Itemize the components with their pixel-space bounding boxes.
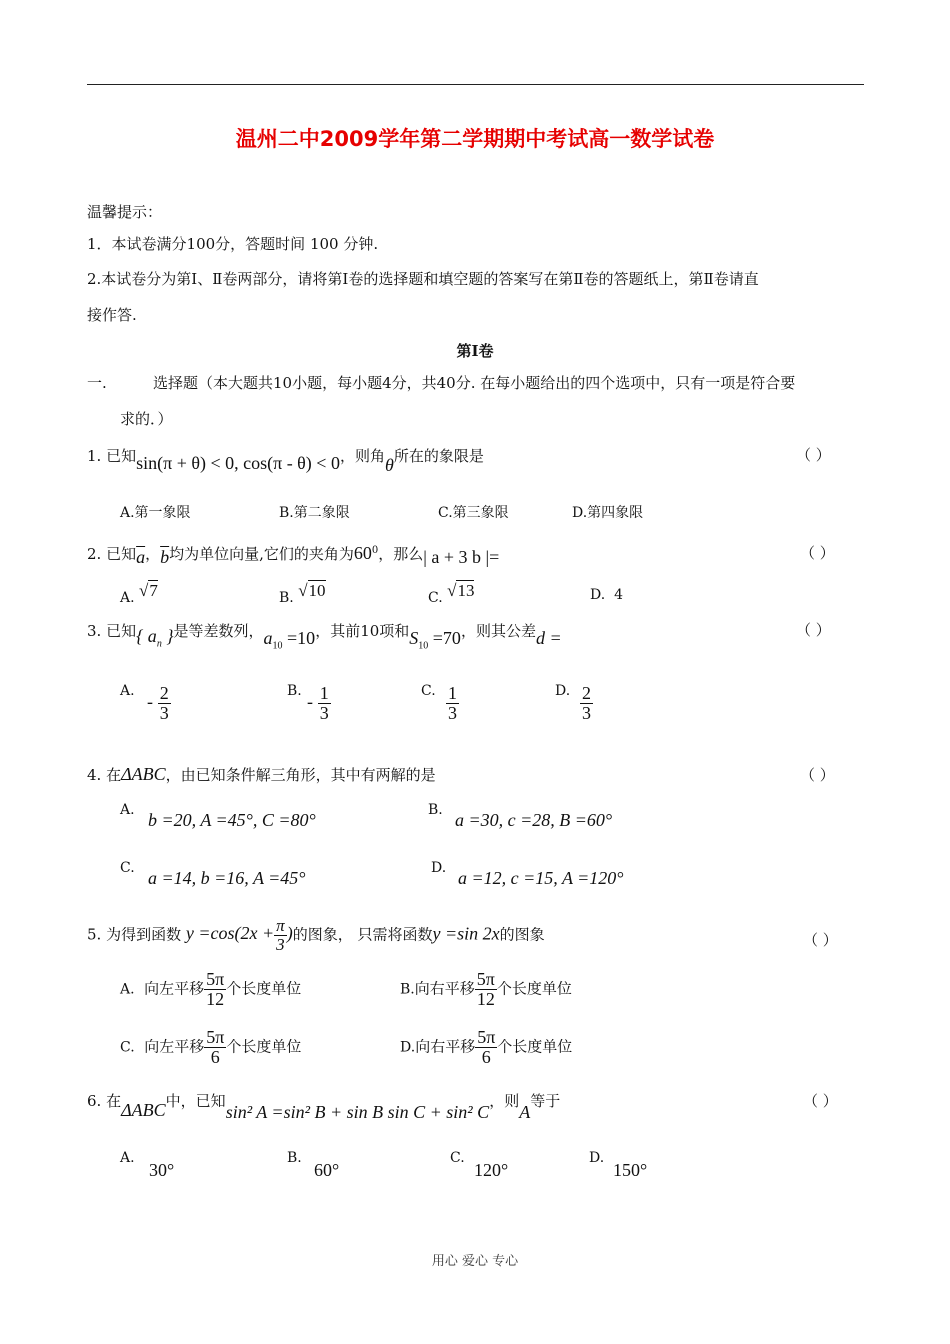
question-6: [87, 1090, 561, 1122]
question-text: 的图象， 只需将函数: [292, 925, 433, 944]
option-b: B.: [428, 802, 443, 818]
tips-line-2: 2.本试卷分为第Ⅰ、Ⅱ卷两部分，请将第Ⅰ卷的选择题和填空题的答案写在第Ⅱ卷的答题纸上，第Ⅱ卷请直: [87, 270, 759, 288]
option-c: C. 向左平移 $\frac{5\pi}{6}$ 个长度单位: [120, 1027, 302, 1067]
question-text: 已知: [106, 622, 137, 640]
option-c-value: a =14, b =16, A =45°: [148, 868, 306, 888]
option-d: D.第四象限: [572, 505, 644, 521]
section-heading: 第Ⅰ卷: [456, 342, 494, 360]
answer-blank: （ ）: [800, 544, 835, 562]
question-formula: d =: [535, 628, 562, 648]
option-c-value: 120°: [474, 1160, 509, 1180]
question-text: ，则角: [339, 447, 385, 465]
option-a: A.第一象限: [120, 505, 191, 521]
option-d: D.向右平移 $\frac{5\pi}{6}$ 个长度单位: [400, 1027, 573, 1067]
tips-line-2-cont: 接作答.: [87, 306, 137, 324]
option-b: B.: [287, 1150, 302, 1166]
option-a: A.: [120, 1150, 135, 1166]
question-text: ，其前10项和: [315, 622, 410, 640]
option-c: C. √13: [428, 581, 475, 606]
question-formula: sin(π + θ) < 0, cos(π - θ) < 0: [136, 453, 340, 473]
part-instructions: 选择题（本大题共10小题，每小题4分，共40分. 在每小题给出的四个选项中，只有一项是符合要: [153, 374, 796, 392]
sequence: { $a_n$ }: [136, 626, 174, 650]
question-text: 中，已知: [165, 1092, 226, 1110]
option-b-value: - $\frac{1}{3}$: [307, 683, 329, 723]
question-number: 4.: [87, 766, 102, 784]
page-footer: 用心 爱心 专心: [431, 1254, 519, 1269]
option-d-value: $\frac{2}{3}$: [582, 683, 591, 723]
question-text: 是等差数列，: [173, 622, 264, 640]
question-text: ，则其公差: [460, 622, 536, 640]
answer-blank: （ ）: [803, 931, 838, 949]
function-2: y =sin 2x: [432, 923, 500, 944]
question-2: [87, 543, 500, 567]
answer-blank: （ ）: [796, 446, 831, 464]
tips-heading: 温馨提示：: [87, 203, 163, 221]
option-d-value: a =12, c =15, A =120°: [458, 868, 624, 888]
question-number: 3.: [87, 622, 102, 640]
vector-b: $\overline{b}$: [160, 547, 170, 567]
option-b: B.: [287, 683, 302, 699]
option-c-value: $\frac{1}{3}$: [448, 683, 457, 723]
question-formula: sin² A =sin² B + sin B sin C + sin² C: [225, 1102, 490, 1122]
option-a-value: - $\frac{2}{3}$: [147, 683, 169, 723]
question-5: [87, 917, 545, 954]
question-text: ，: [145, 545, 161, 563]
question-text: 均为单位向量,它们的夹角为: [169, 545, 354, 563]
option-b: B.第二象限: [279, 505, 350, 521]
option-a: A. √7: [120, 581, 158, 606]
question-text: 已知: [106, 447, 137, 465]
tips-line-1: 1．本试卷满分100分，答题时间 100 分钟.: [87, 235, 379, 253]
header-rule: [87, 84, 864, 85]
option-b: B. √10: [279, 581, 326, 606]
question-text: ，则: [489, 1092, 520, 1110]
question-text: ，那么: [378, 545, 424, 563]
question-text: 所在的象限是: [393, 447, 484, 465]
question-1: [87, 445, 484, 475]
option-d-value: 150°: [613, 1160, 648, 1180]
angle-value: 60: [353, 543, 372, 563]
angle-degree: 0: [371, 545, 379, 556]
question-number: 2.: [87, 545, 102, 563]
answer-blank: （ ）: [796, 621, 831, 639]
option-d: D.: [555, 683, 571, 699]
answer-blank: （ ）: [800, 766, 835, 784]
question-text: 在: [106, 766, 122, 784]
question-formula: | a + 3 b |=: [423, 547, 500, 567]
question-number: 5.: [87, 925, 102, 944]
function-1: y =cos(2x + $\frac{\pi}{3}$ ): [185, 916, 293, 954]
question-text: 已知: [106, 545, 137, 563]
option-a-value: 30°: [149, 1160, 175, 1180]
option-d: D.: [589, 1150, 605, 1166]
page-title: 温州二中2009学年第二学期期中考试高一数学试卷: [235, 127, 715, 151]
question-text: 在: [106, 1092, 122, 1110]
sum-s10: $S_{10} =70$: [409, 628, 461, 652]
question-text: 等于: [530, 1092, 561, 1110]
option-a: A.: [120, 683, 135, 699]
question-text: 为得到函数: [106, 925, 182, 944]
triangle: ΔABC: [121, 1100, 166, 1120]
option-c: C.: [120, 860, 135, 876]
term-a10: $a_{10} =10$: [263, 628, 316, 652]
question-text: 的图象: [499, 925, 545, 944]
option-a-value: b =20, A =45°, C =80°: [148, 810, 316, 830]
option-b-value: a =30, c =28, B =60°: [455, 810, 613, 830]
option-c: C.第三象限: [438, 505, 509, 521]
option-c: C.: [421, 683, 436, 699]
option-b-value: 60°: [314, 1160, 340, 1180]
question-variable: θ: [384, 455, 394, 475]
part-instructions-cont: 求的．）: [120, 410, 173, 428]
question-variable: A: [519, 1102, 531, 1122]
answer-blank: （ ）: [803, 1092, 838, 1110]
vector-a: $\overline{a}$: [136, 547, 146, 567]
question-text: ，由已知条件解三角形，其中有两解的是: [165, 766, 436, 784]
triangle: ΔABC: [121, 764, 166, 784]
question-4: [87, 764, 436, 785]
question-3: [87, 620, 562, 652]
option-b: B.向右平移 $\frac{5\pi}{12}$ 个长度单位: [400, 969, 572, 1009]
question-number: 1.: [87, 447, 102, 465]
question-number: 6.: [87, 1092, 102, 1110]
option-d: D. 4: [590, 587, 624, 603]
option-c: C.: [450, 1150, 465, 1166]
option-d: D.: [431, 860, 447, 876]
option-a: A. 向左平移 $\frac{5\pi}{12}$ 个长度单位: [120, 969, 302, 1009]
option-a: A.: [120, 802, 135, 818]
part-number: 一.: [87, 374, 107, 392]
